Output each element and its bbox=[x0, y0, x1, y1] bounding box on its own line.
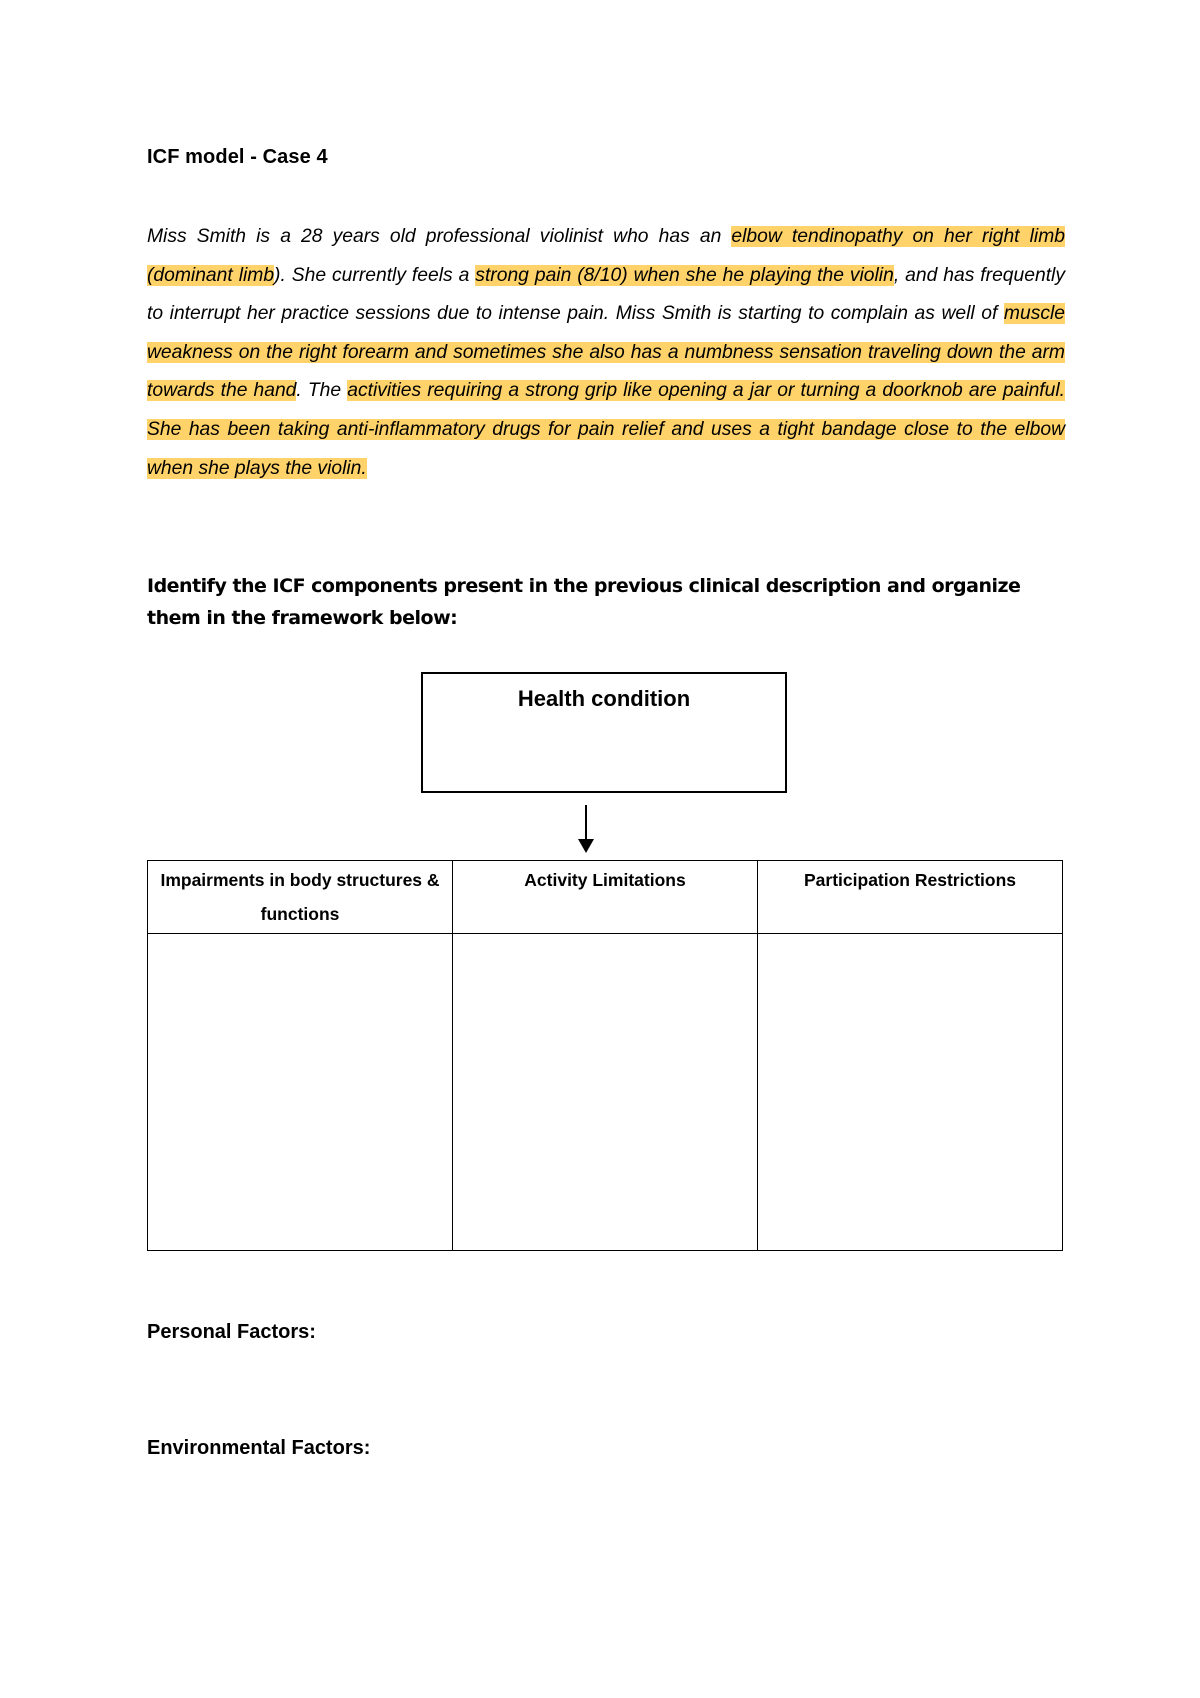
highlighted-text: muscle weakness on the right forearm and sometimes she also has a numbness sensation traveling down the arm towards the hand bbox=[147, 303, 1065, 402]
header-activity-limitations: Activity Limitations bbox=[453, 861, 758, 934]
header-participation-restrictions: Participation Restrictions bbox=[758, 861, 1063, 934]
impairments-cell[interactable] bbox=[148, 934, 453, 1251]
header-impairments: Impairments in body structures & functions bbox=[148, 861, 453, 934]
highlighted-text: activities requiring a strong grip like opening a jar or turning a doorknob are painful. She has been taking anti-inflammatory drugs for pain relief and uses a tight bandage close to the elbow when she plays the violin. bbox=[147, 380, 1066, 479]
health-condition-box[interactable] bbox=[421, 672, 787, 793]
activity-limitations-cell[interactable] bbox=[453, 934, 758, 1251]
highlighted-text: elbow tendinopathy on her right limb (dominant limb bbox=[147, 226, 1065, 286]
participation-restrictions-cell[interactable] bbox=[758, 934, 1063, 1251]
personal-factors-label: Personal Factors: bbox=[147, 1321, 316, 1343]
table-row bbox=[148, 934, 1063, 1251]
table-header-row bbox=[148, 861, 1063, 934]
page-title: ICF model - Case 4 bbox=[147, 146, 328, 168]
case-description bbox=[147, 218, 1065, 488]
icf-framework-table bbox=[147, 860, 1063, 1251]
case-text-segment: . The bbox=[296, 380, 348, 402]
environmental-factors-label: Environmental Factors: bbox=[147, 1437, 371, 1459]
down-arrow-line bbox=[585, 805, 587, 841]
highlighted-text: strong pain (8/10) when she he playing the violin bbox=[475, 264, 894, 286]
health-condition-label: Health condition bbox=[517, 686, 691, 711]
case-text-segment: , and has frequently to interrupt her practice sessions due to intense pain. Miss Smith is starting to complain as well of bbox=[147, 264, 1065, 325]
instruction-text: Identify the ICF components present in the previous clinical description and organize them in the framework below: bbox=[147, 575, 1021, 629]
down-arrow-icon bbox=[578, 839, 594, 853]
case-text-segment: ). She currently feels a bbox=[274, 264, 476, 286]
case-text-segment: Miss Smith is a 28 years old professional violinist who has an bbox=[147, 226, 732, 247]
